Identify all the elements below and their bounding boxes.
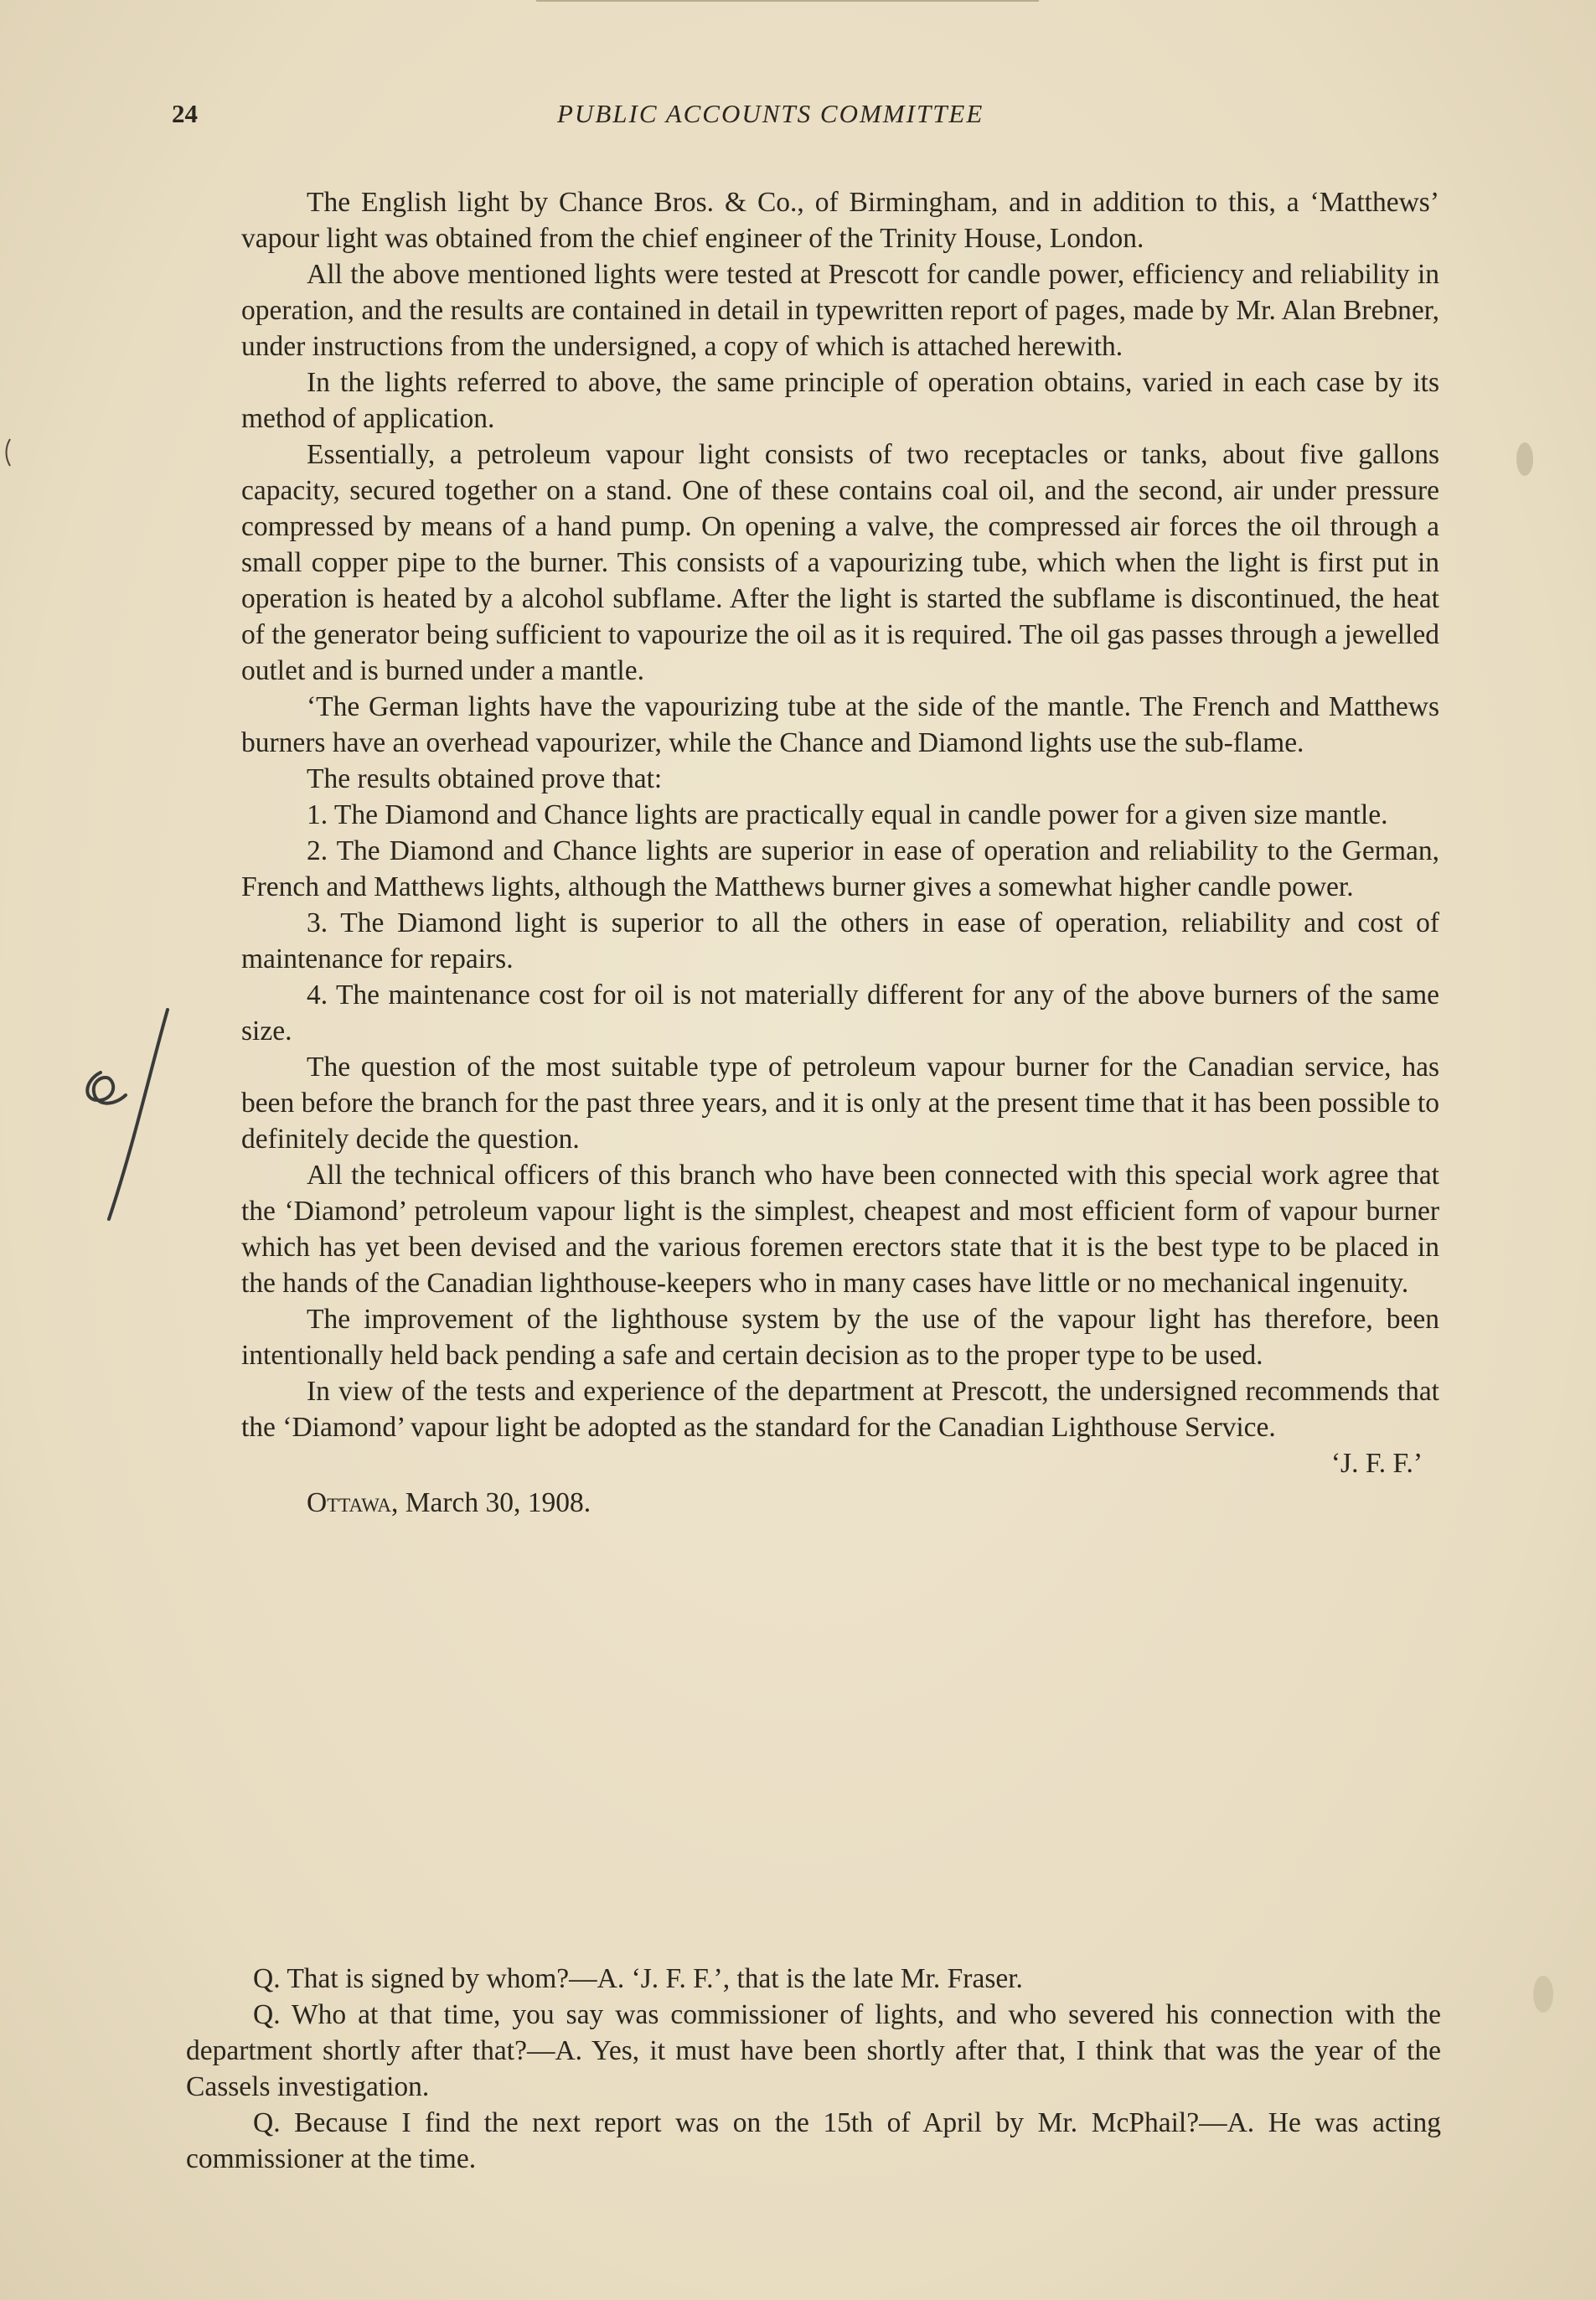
report-paragraph: Essentially, a petroleum vapour light consists of two receptacles or tanks, about five gallons capacity, secured together on a stand. One of these contains coal oil, and the second, air under pressure compressed by means of a hand pump. On opening a valve, the compressed air forces the oil through a small copper pipe to the burner. This consists of a vapourizing tube, which when the light is first put in operation is heated by a alcohol subflame. After the light is started the subflame is discontinued, the heat of the generator being sufficient to vapourize the oil as it is required. The oil gas passes through a jewelled outlet and is burned under a mantle. — [241, 439, 1439, 686]
report-paragraph: All the technical officers of this branch who have been connected with this special work agree that the ‘Diamond’ petroleum vapour light is the simplest, cheapest and most efficient form of vapour burner which has yet been devised and the various foremen erectors state that it is the best type to be placed in the hands of the Canadian lighthouse-keepers who in many cases have little or no mechanical ingenuity. — [241, 1160, 1439, 1299]
report-paragraph: The improvement of the lighthouse system by the use of the vapour light has therefore, been intentionally held back pending a safe and certain decision as to the proper type to be used. — [241, 1304, 1439, 1371]
report-list-item: 4. The maintenance cost for oil is not materially different for any of the above burners of the same size. — [241, 979, 1439, 1047]
report-paragraph: In view of the tests and experience of the department at Prescott, the undersigned recommends that the ‘Diamond’ vapour light be adopted as the standard for the Canadian Lighthouse Service. — [241, 1376, 1439, 1443]
running-head: PUBLIC ACCOUNTS COMMITTEE — [557, 99, 984, 128]
report-list-item: 1. The Diamond and Chance lights are practically equal in candle power for a given size mantle. — [307, 799, 1388, 830]
report-paragraph: ‘The German lights have the vapourizing tube at the side of the mantle. The French and Matthews burners have an overhead vapourizer, while the Chance and Diamond lights use the sub-flame. — [241, 691, 1439, 758]
margin-smudge — [1525, 1969, 1567, 2019]
handwritten-margin-mark — [67, 1001, 184, 1236]
dateline-place: Ottawa — [307, 1487, 391, 1518]
page-number: 24 — [172, 99, 198, 128]
report-paragraph: The question of the most suitable type of petroleum vapour burner for the Canadian service, has been before the branch for the past three years, and it is only at the present time that it has been possible to definitely decide the question. — [241, 1052, 1439, 1155]
question-answer: Q. Who at that time, you say was commissioner of lights, and who severed his connection with the department shortly after that?—A. Yes, it must have been shortly after that, I think that was the year of the Cassels investigation. — [186, 1999, 1441, 2102]
report-paragraph: The results obtained prove that: — [307, 763, 663, 794]
report-list-item: 3. The Diamond light is superior to all the others in ease of operation, reliability and cost of maintenance for repairs. — [241, 907, 1439, 974]
signature-initials: ‘J. F. F.’ — [1330, 1448, 1423, 1479]
report-list-item: 2. The Diamond and Chance lights are superior in ease of operation and reliability to the German, French and Matthews lights, although the Matthews burner gives a somewhat higher candle power. — [241, 835, 1439, 902]
report-paragraph: In the lights referred to above, the same principle of operation obtains, varied in each case by its method of application. — [241, 367, 1439, 434]
report-paragraph: All the above mentioned lights were tested at Prescott for candle power, efficiency and reliability in operation, and the results are contained in detail in typewritten report of pages, made by Mr. Alan Brebner, under instructions from the undersigned, a copy of which is attached herewith. — [241, 259, 1439, 362]
report-body — [241, 184, 1439, 1521]
page-header — [172, 99, 1445, 141]
question-answer: Q. Because I find the next report was on the 15th of April by Mr. McPhail?—A. He was acting commissioner at the time. — [186, 2107, 1441, 2174]
margin-tick — [0, 436, 17, 469]
question-answer: Q. That is signed by whom?—A. ‘J. F. F.’, that is the late Mr. Fraser. — [253, 1963, 1023, 1994]
top-edge-rule — [536, 0, 1039, 2]
dateline — [241, 1485, 1439, 1521]
testimony-section — [186, 1961, 1441, 2177]
dateline-date: , March 30, 1908. — [391, 1487, 591, 1518]
report-paragraph: The English light by Chance Bros. & Co., of Birmingham, and in addition to this, a ‘Matthews’ vapour light was obtained from the chief engineer of the Trinity House, London. — [241, 187, 1439, 254]
margin-smudge — [1508, 436, 1542, 486]
